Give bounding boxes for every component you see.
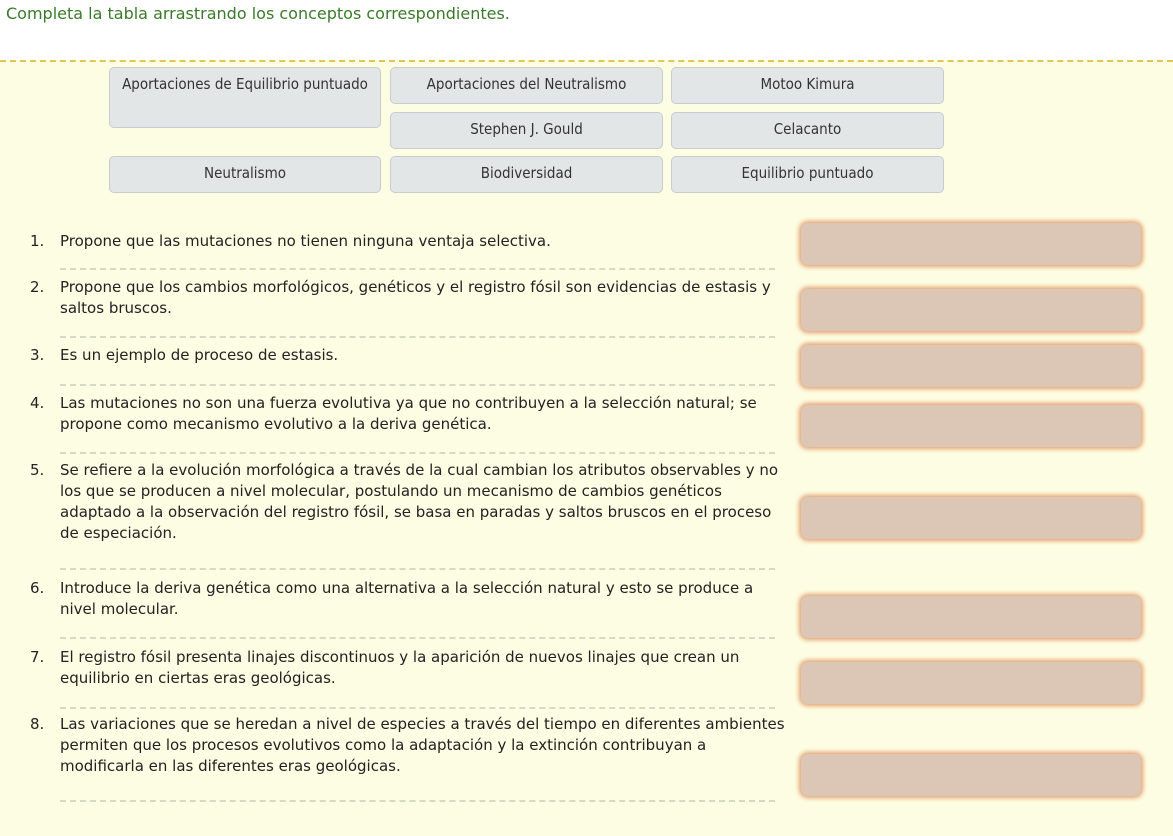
question-text: Se refiere a la evolución morfológica a través de la cual cambian los atributos observables y no los que se producen a nivel molecular, postulando un mecanismo de cambios genéticos adaptado a la observación del registro fósil, se basa en paradas y saltos bruscos en el proceso de especiación. [60,461,779,542]
question-text: Propone que las mutaciones no tienen ninguna ventaja selectiva. [60,232,551,250]
row-divider [60,707,775,709]
question-number: 8. [30,715,45,733]
question-number: 1. [30,232,45,250]
answer-drop-zone[interactable] [801,345,1141,387]
concept-chip[interactable]: Biodiversidad [390,156,663,193]
concept-chip[interactable]: Aportaciones del Neutralismo [390,67,663,104]
answer-drop-zone[interactable] [801,497,1141,539]
question-number: 4. [30,394,45,412]
concept-chip[interactable]: Celacanto [671,112,944,149]
question-text: Es un ejemplo de proceso de estasis. [60,346,339,364]
answer-drop-zone[interactable] [801,662,1141,704]
question-text: Propone que los cambios morfológicos, genéticos y el registro fósil son evidencias de estasis y saltos bruscos. [60,278,771,317]
answer-drop-zone[interactable] [801,223,1141,265]
concept-chip[interactable]: Equilibrio puntuado [671,156,944,193]
answer-drop-zone[interactable] [801,754,1141,796]
row-divider [60,568,775,570]
row-divider [60,452,775,454]
row-divider [60,268,775,270]
answer-drop-zone[interactable] [801,596,1141,638]
row-divider [60,384,775,386]
question-text: Las variaciones que se heredan a nivel de especies a través del tiempo en diferentes ambientes permiten que los procesos evolutivos como la adaptación y la extinción contribuyan a modificarla en las diferentes eras geológicas. [60,715,785,775]
question-number: 7. [30,648,45,666]
concept-chip[interactable]: Aportaciones de Equilibrio puntuado [109,67,381,128]
concept-chip[interactable]: Stephen J. Gould [390,112,663,149]
concept-chip[interactable]: Motoo Kimura [671,67,944,104]
question-number: 3. [30,346,45,364]
answer-drop-zone[interactable] [801,405,1141,447]
answer-drop-zone[interactable] [801,289,1141,331]
question-number: 2. [30,278,45,296]
row-divider [60,336,775,338]
question-number: 5. [30,461,45,479]
question-text: Introduce la deriva genética como una alternativa a la selección natural y esto se produce a nivel molecular. [60,579,754,618]
question-text: El registro fósil presenta linajes discontinuos y la aparición de nuevos linajes que crean un equilibrio en ciertas eras geológicas. [60,648,740,687]
instruction-text: Completa la tabla arrastrando los conceptos correspondientes. [6,4,510,23]
question-number: 6. [30,579,45,597]
concept-chip[interactable]: Neutralismo [109,156,381,193]
row-divider [60,637,775,639]
row-divider [60,800,775,802]
question-text: Las mutaciones no son una fuerza evolutiva ya que no contribuyen a la selección natural; se propone como mecanismo evolutivo a la deriva genética. [60,394,757,433]
